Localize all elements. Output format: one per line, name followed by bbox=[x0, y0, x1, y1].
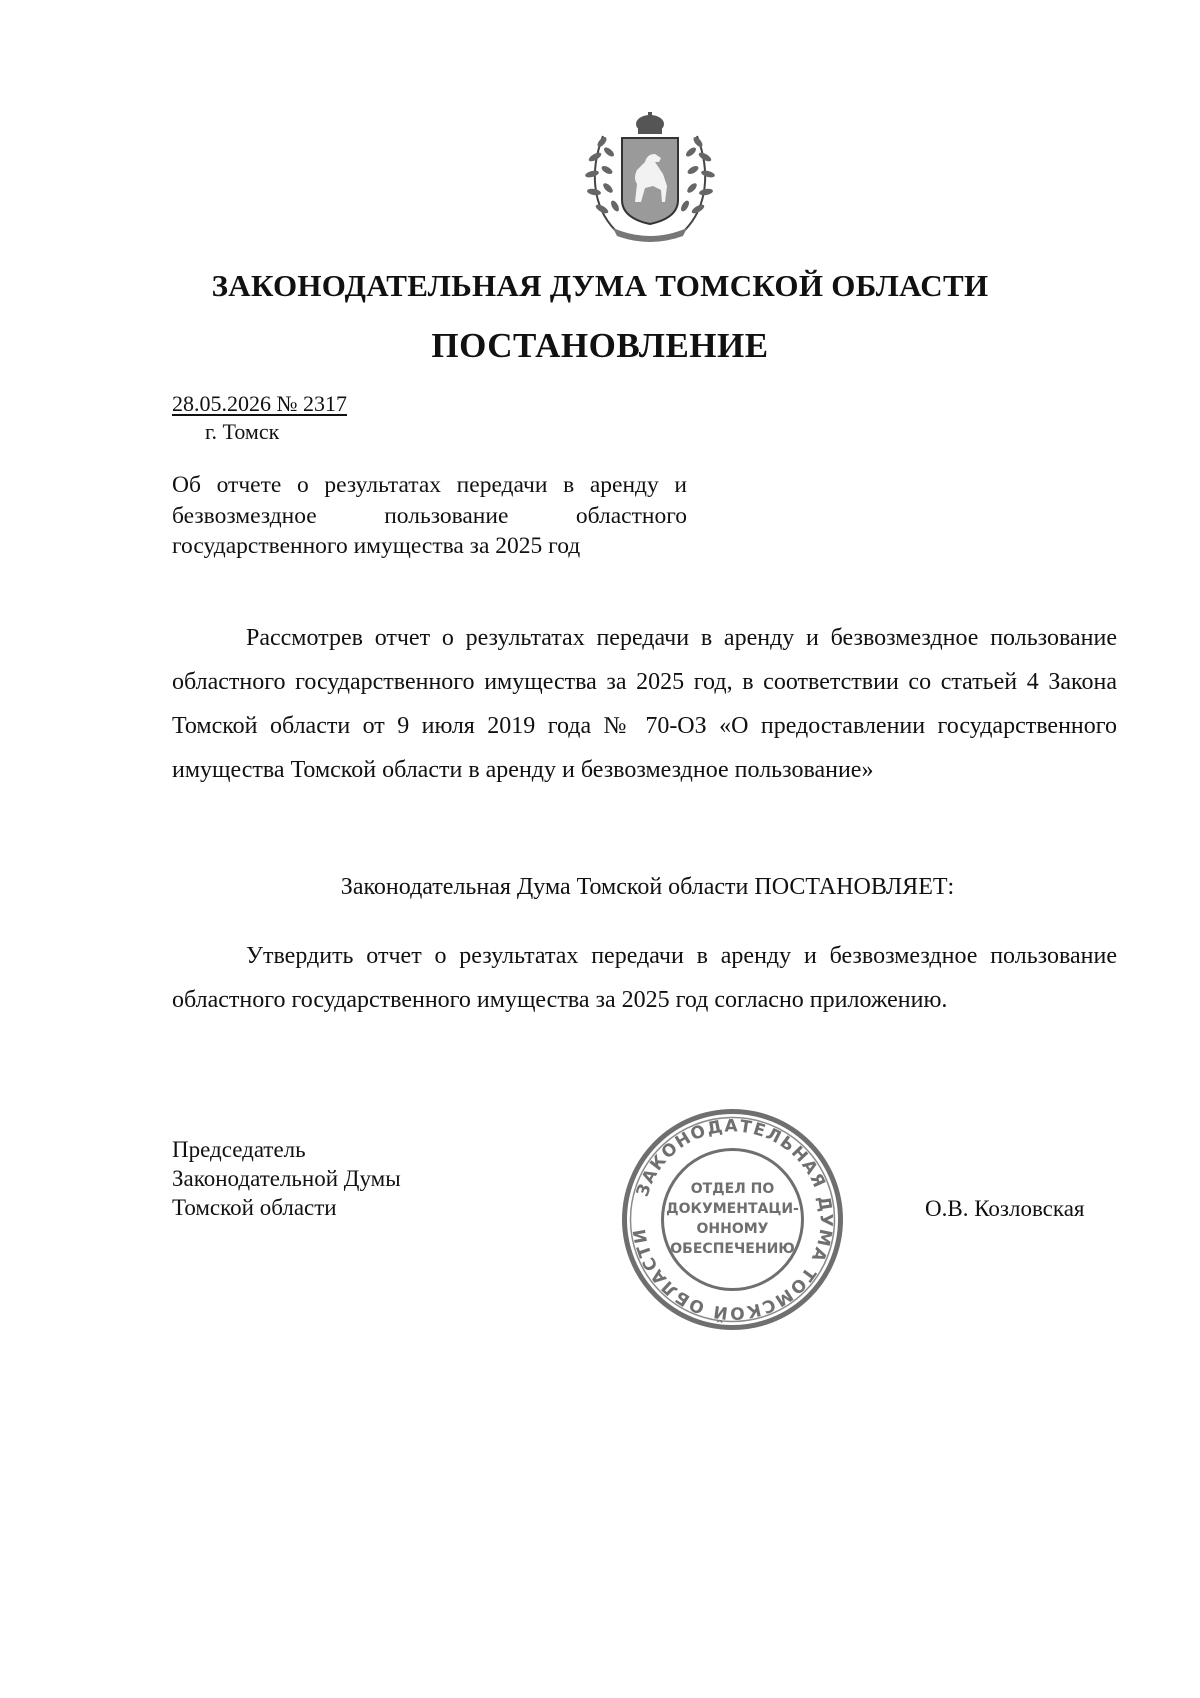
stamp-outer-text: ЗАКОНОДАТЕЛЬНАЯ ДУМА ТОМСКОЙ ОБЛАСТИ bbox=[629, 1116, 836, 1323]
stamp-inner-line: ОННОМУ bbox=[696, 1221, 769, 1237]
signer-position-line: Председатель bbox=[172, 1137, 306, 1162]
signer-position bbox=[172, 1135, 401, 1222]
document-type-title: ПОСТАНОВЛЕНИЕ bbox=[431, 326, 769, 365]
signer-position-line: Томской области bbox=[172, 1195, 337, 1220]
organization-title: ЗАКОНОДАТЕЛЬНАЯ ДУМА ТОМСКОЙ ОБЛАСТИ bbox=[211, 268, 989, 303]
decree-line: Законодательная Дума Томской области ПОСТАНОВЛЯЕТ: bbox=[340, 874, 955, 900]
official-stamp bbox=[620, 1107, 845, 1332]
preamble-text: Рассмотрев отчет о результатах передачи в аренду и безвозмездное пользование областного государственного имущества за 2025 год, в соответствии со статьей 4 Закона Томской области от 9 июля 2019 года № 70-ОЗ «О предоставлении государственного имущества Томской области в аренду и безвозмездное пользование» bbox=[172, 625, 1117, 783]
stamp-inner-line: ДОКУМЕНТАЦИ- bbox=[666, 1201, 799, 1217]
stamp-inner-line: ОТДЕЛ ПО bbox=[690, 1181, 775, 1197]
stamp-inner-line: ОБЕСПЕЧЕНИЮ bbox=[670, 1241, 795, 1257]
document-city: г. Томск bbox=[205, 419, 280, 444]
resolution-text: Утвердить отчет о результатах передачи в аренду и безвозмездное пользование областного государственного имущества за 2025 год согласно приложению. bbox=[172, 943, 1117, 1013]
coat-of-arms-icon bbox=[575, 112, 725, 244]
preamble-paragraph bbox=[172, 616, 1117, 792]
resolution-paragraph bbox=[172, 934, 1117, 1022]
document-subject: Об отчете о результатах передачи в аренду и безвозмездное пользование областного государственного имущества за 2025 год bbox=[172, 472, 687, 559]
signer-position-line: Законодательной Думы bbox=[172, 1166, 401, 1191]
signer-name: О.В. Козловская bbox=[925, 1196, 1085, 1221]
document-date-number: 28.05.2026 № 2317 bbox=[172, 391, 347, 416]
